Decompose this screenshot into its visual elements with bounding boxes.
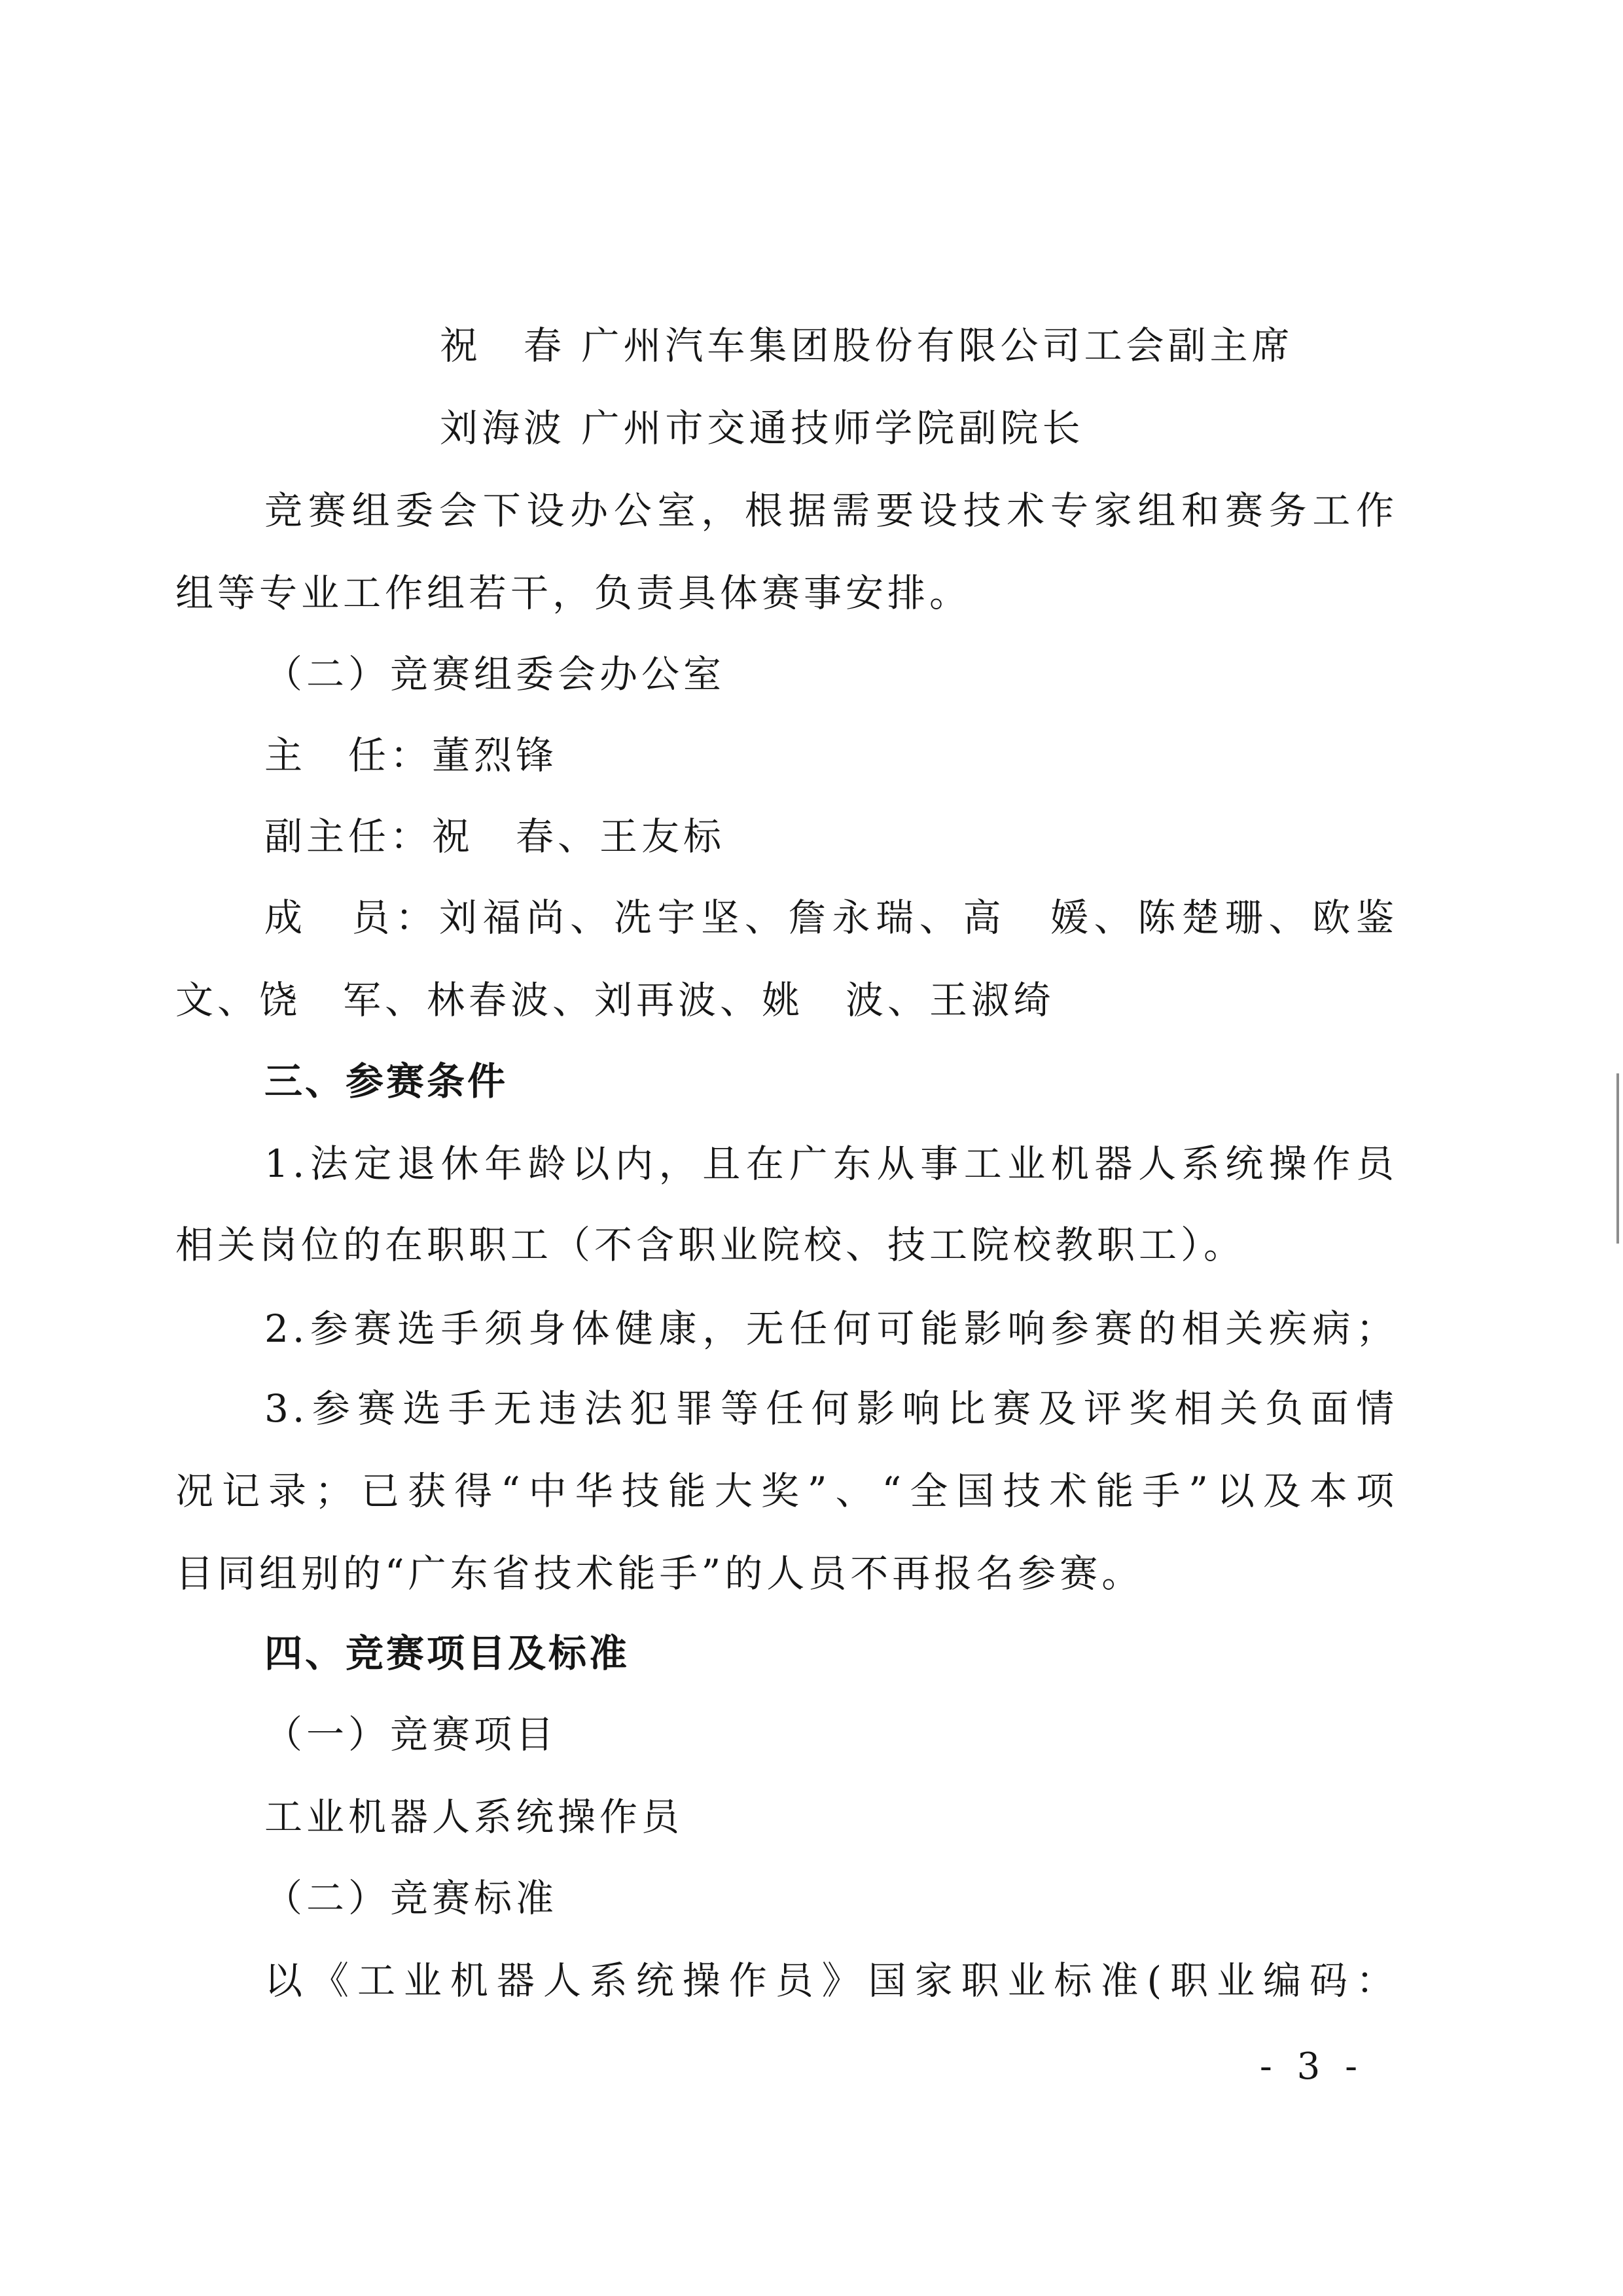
office-members-line-1: 成 员：刘福尚、冼宇坚、詹永瑞、高 媛、陈楚珊、欧鉴 [264,895,1398,940]
office-description-line-2: 组等专业工作组若干，负责具体赛事安排。 [175,571,972,615]
office-director: 主 任：董烈锋 [264,733,558,778]
section-heading-eligibility: 三、参赛条件 [264,1059,508,1103]
subheading-competition-standard: （二）竞赛标准 [264,1876,558,1920]
subheading-competition-item: （一）竞赛项目 [264,1712,558,1757]
office-subheading: （二）竞赛组委会办公室 [264,652,726,696]
page-number: - 3 - [1259,2045,1364,2088]
committee-member-liu-haibo: 刘海波 广州市交通技师学院副院长 [440,406,1084,450]
eligibility-item-1-line-1: 1.法定退休年龄以内，且在广东从事工业机器人系统操作员 [264,1141,1398,1186]
eligibility-item-3-line-1: 3.参赛选手无违法犯罪等任何影响比赛及评奖相关负面情 [264,1386,1398,1431]
office-description-line-1: 竞赛组委会下设办公室，根据需要设技术专家组和赛务工作 [264,488,1398,533]
eligibility-item-1-line-2: 相关岗位的在职职工（不含职业院校、技工院校教职工）。 [175,1223,1246,1267]
eligibility-item-3-line-3: 目同组别的“广东省技术能手”的人员不再报名参赛。 [175,1551,1144,1596]
section-heading-competition-items: 四、竞赛项目及标准 [264,1631,630,1676]
competition-standard-text: 以《工业机器人系统操作员》国家职业标准(职业编码： [264,1958,1398,2003]
committee-member-zhu-chun: 祝 春 广州汽车集团股份有限公司工会副主席 [440,323,1294,368]
competition-item-name: 工业机器人系统操作员 [264,1795,684,1839]
scan-edge-mark [1616,1073,1619,1244]
eligibility-item-2: 2.参赛选手须身体健康，无任何可能影响参赛的相关疾病； [264,1306,1398,1351]
office-members-line-2: 文、饶 军、林春波、刘再波、姚 波、王淑绮 [175,978,1056,1022]
eligibility-item-3-line-2: 况记录；已获得“中华技能大奖”、“全国技术能手”以及本项 [175,1469,1398,1513]
office-deputy-director: 副主任：祝 春、王友标 [264,814,726,859]
